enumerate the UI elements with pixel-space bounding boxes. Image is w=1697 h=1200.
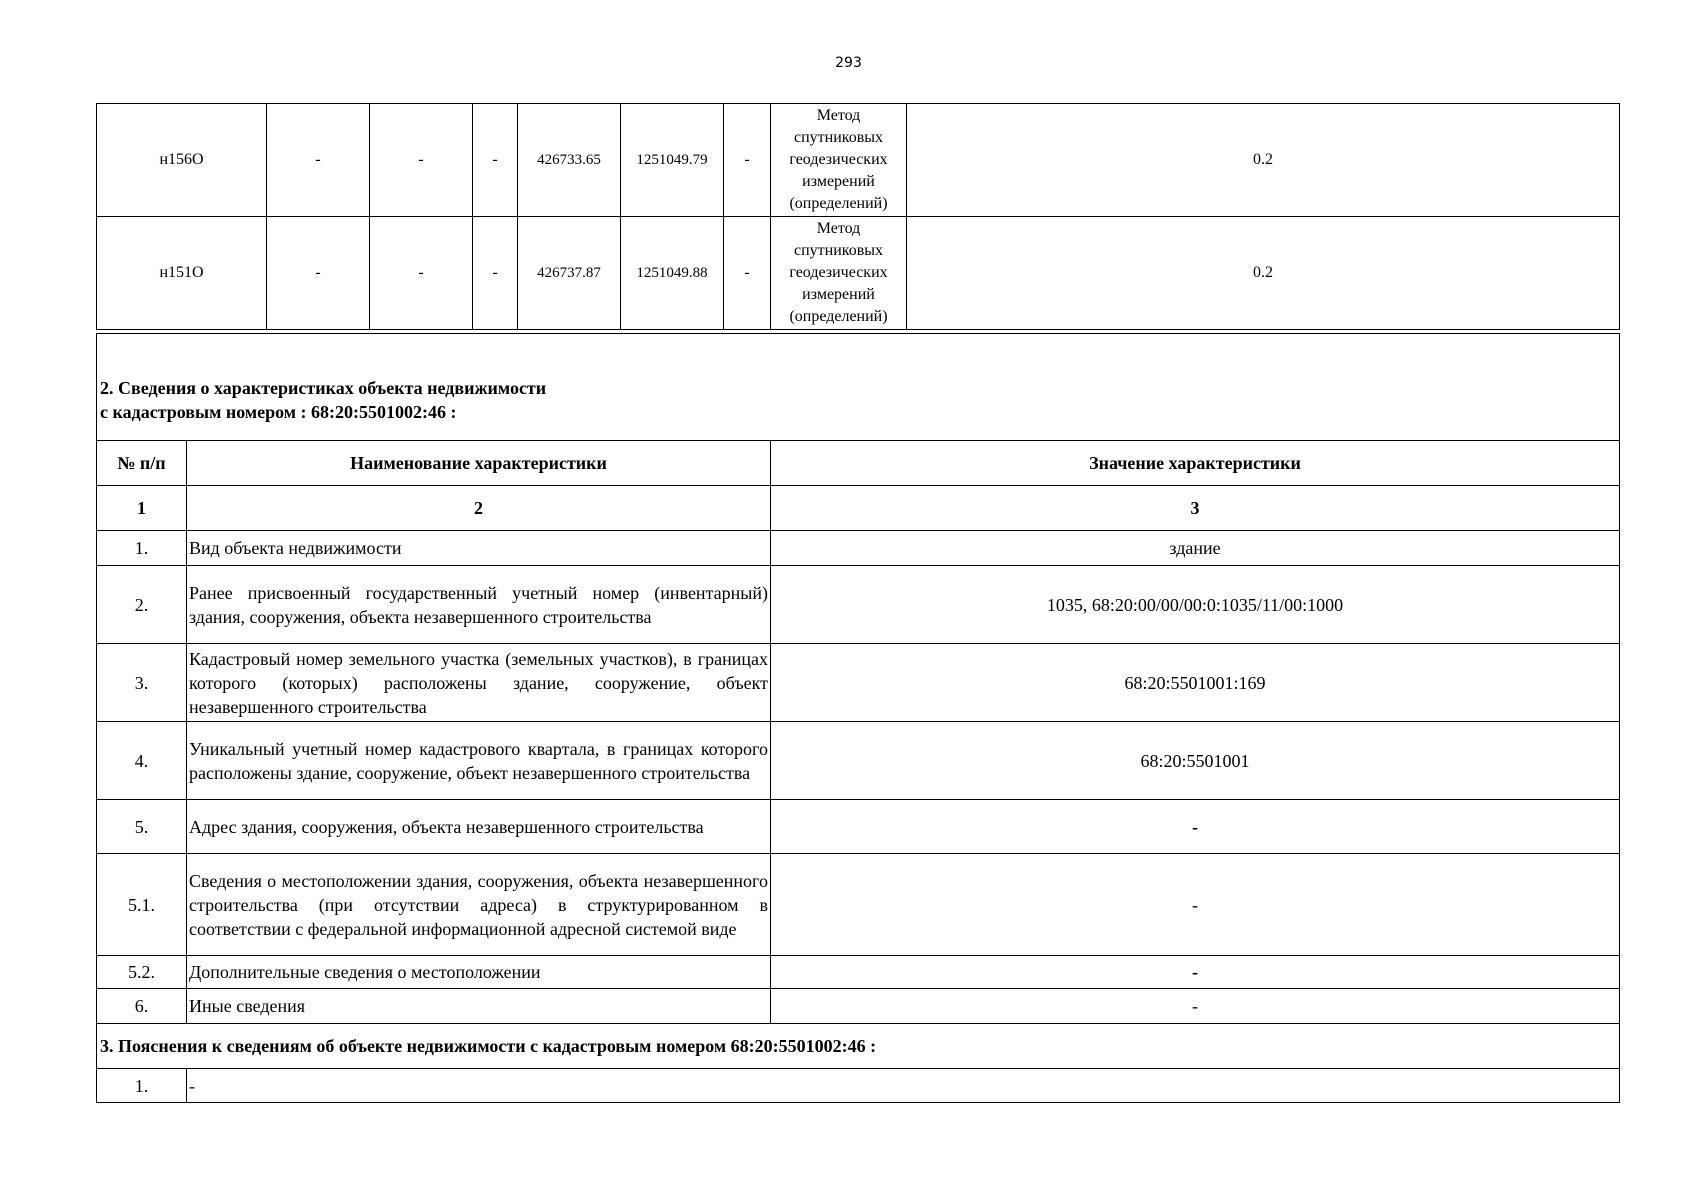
- table-row: [97, 104, 1620, 217]
- accuracy-cell: 0.2: [907, 104, 1620, 217]
- row-number: 3.: [97, 644, 187, 722]
- column-number: 1: [97, 486, 187, 531]
- column-number-row: [97, 486, 1620, 531]
- column-number: 2: [187, 486, 771, 531]
- coord-cell: -: [473, 217, 518, 330]
- coord-x: 426737.87: [518, 217, 621, 330]
- row-number: 5.2.: [97, 956, 187, 989]
- table-row: [97, 722, 1620, 800]
- characteristic-value: -: [771, 800, 1620, 854]
- coord-cell: -: [370, 217, 473, 330]
- point-name: н156О: [97, 104, 267, 217]
- method-cell: Метод спутниковых геодезических измерений (определений): [771, 104, 907, 217]
- row-number: 6.: [97, 989, 187, 1024]
- explanation-text: -: [187, 1069, 1620, 1103]
- coord-cell: -: [724, 217, 771, 330]
- page-number: 293: [835, 55, 862, 71]
- method-cell: Метод спутниковых геодезических измерений (определений): [771, 217, 907, 330]
- row-number: 1.: [97, 531, 187, 566]
- characteristic-name: Ранее присвоенный государственный учетный номер (инвентарный) здания, сооружения, объекта незавершенного строительства: [187, 566, 771, 644]
- column-header: № п/п: [97, 441, 187, 486]
- table-row: [97, 644, 1620, 722]
- coord-y: 1251049.88: [621, 217, 724, 330]
- coord-cell: -: [724, 104, 771, 217]
- coord-cell: -: [473, 104, 518, 217]
- characteristic-value: -: [771, 989, 1620, 1024]
- row-number: 1.: [97, 1069, 187, 1103]
- column-number: 3: [771, 486, 1620, 531]
- table-row: [97, 800, 1620, 854]
- section-3-title: 3. Пояснения к сведениям об объекте недвижимости с кадастровым номером 68:20:5501002:46 :: [97, 1024, 1620, 1069]
- table-row: [97, 854, 1620, 956]
- coord-cell: -: [267, 104, 370, 217]
- coord-x: 426733.65: [518, 104, 621, 217]
- table-row: [97, 956, 1620, 989]
- characteristic-value: 1035, 68:20:00/00/00:0:1035/11/00:1000: [771, 566, 1620, 644]
- characteristic-name: Вид объекта недвижимости: [187, 531, 771, 566]
- characteristic-name: Иные сведения: [187, 989, 771, 1024]
- characteristic-name: Адрес здания, сооружения, объекта незавершенного строительства: [187, 800, 771, 854]
- point-name: н151О: [97, 217, 267, 330]
- characteristic-name: Сведения о местоположении здания, сооружения, объекта незавершенного строительства (при отсутствии адреса) в структурированном в соответствии с федеральной информационной адресной системой виде: [187, 854, 771, 956]
- section-2-title: 2. Сведения о характеристиках объекта недвижимости с кадастровым номером : 68:20:5501002:46 :: [97, 334, 1620, 441]
- column-header: Наименование характеристики: [187, 441, 771, 486]
- section-3-title-row: [97, 1024, 1620, 1069]
- table-row: [97, 1069, 1620, 1103]
- characteristic-value: 68:20:5501001:169: [771, 644, 1620, 722]
- column-header: Значение характеристики: [771, 441, 1620, 486]
- characteristic-name: Дополнительные сведения о местоположении: [187, 956, 771, 989]
- coord-cell: -: [370, 104, 473, 217]
- row-number: 2.: [97, 566, 187, 644]
- coord-cell: -: [267, 217, 370, 330]
- characteristic-value: 68:20:5501001: [771, 722, 1620, 800]
- section-2-title-row: [97, 334, 1620, 441]
- table-row: [97, 531, 1620, 566]
- characteristic-value: -: [771, 956, 1620, 989]
- row-number: 5.1.: [97, 854, 187, 956]
- characteristic-value: здание: [771, 531, 1620, 566]
- table-row: [97, 566, 1620, 644]
- characteristic-value: -: [771, 854, 1620, 956]
- coordinates-table: [96, 103, 1620, 330]
- characteristic-name: Кадастровый номер земельного участка (земельных участков), в границах которого (которых) расположены здание, сооружение, объект незавершенного строительства: [187, 644, 771, 722]
- coord-y: 1251049.79: [621, 104, 724, 217]
- characteristics-table: [96, 333, 1620, 1103]
- row-number: 4.: [97, 722, 187, 800]
- row-number: 5.: [97, 800, 187, 854]
- table-row: [97, 989, 1620, 1024]
- characteristic-name: Уникальный учетный номер кадастрового квартала, в границах которого расположены здание, сооружение, объект незавершенного строительства: [187, 722, 771, 800]
- header-row: [97, 441, 1620, 486]
- table-row: [97, 217, 1620, 330]
- accuracy-cell: 0.2: [907, 217, 1620, 330]
